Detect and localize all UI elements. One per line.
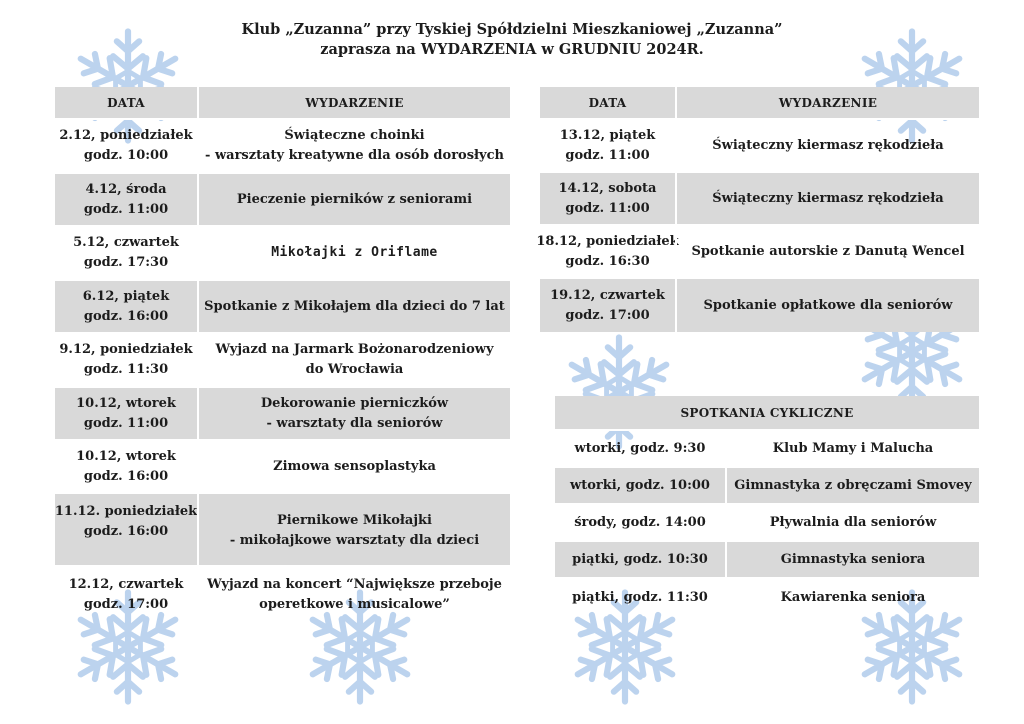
event-name: Dekorowanie pierniczków - warsztaty dla seniorów [197, 388, 510, 439]
event-date: 10.12, wtorek godz. 16:00 [76, 448, 176, 484]
table-header-row [555, 396, 979, 431]
table-row [540, 173, 979, 226]
header-event: WYDARZENIE [197, 87, 510, 118]
title-line-1: Klub „Zuzanna” przy Tyskiej Spółdzielni Mieszkaniowej „Zuzanna” [241, 21, 783, 38]
cyclic-what: Gimnastyka z obręczami Smovey [725, 468, 979, 503]
table-row [55, 174, 510, 227]
table-row [55, 388, 510, 441]
table-row [55, 494, 510, 567]
cyclic-meetings-table [555, 396, 979, 616]
event-name: Wyjazd na Jarmark Bożonarodzeniowy do Wrocławia [197, 334, 510, 386]
cyclic-what: Gimnastyka seniora [725, 542, 979, 577]
event-date: 18.12, poniedziałek godz. 16:30 [536, 233, 679, 269]
event-date: 19.12, czwartek godz. 17:00 [540, 279, 675, 332]
header-date: DATA [540, 87, 675, 118]
event-date: 6.12, piątek godz. 16:00 [55, 281, 197, 332]
event-date: 10.12, wtorek godz. 11:00 [55, 388, 197, 439]
event-date: 13.12, piątek godz. 11:00 [559, 127, 656, 163]
event-date: 2.12, poniedziałek godz. 10:00 [59, 128, 193, 163]
event-name: Spotkanie opłatkowe dla seniorów [675, 279, 979, 332]
event-name: Świąteczne choinki - warsztaty kreatywne dla osób dorosłych [197, 120, 510, 172]
cyclic-when: środy, godz. 14:00 [574, 514, 706, 530]
event-name: Spotkanie z Mikołajem dla dzieci do 7 lat [197, 281, 510, 332]
event-date: 5.12, czwartek godz. 17:30 [73, 235, 179, 270]
event-name: Mikołajki z Oriflame [197, 227, 510, 279]
event-name: Świąteczny kiermasz rękodzieła [675, 173, 979, 224]
table-row [555, 579, 979, 616]
title-line-2: zaprasza na WYDARZENIA w GRUDNIU 2024R. [320, 41, 704, 58]
event-name: Pieczenie pierników z seniorami [197, 174, 510, 225]
events-table-left [55, 87, 510, 623]
events-table-right [536, 87, 979, 332]
event-date: 4.12, środa godz. 11:00 [55, 174, 197, 225]
header-date: DATA [55, 87, 197, 118]
event-date: 14.12, sobota godz. 11:00 [540, 173, 675, 224]
table-row [540, 120, 979, 173]
cyclic-when: wtorki, godz. 9:30 [574, 440, 706, 456]
table-row [55, 281, 510, 334]
table-header-row [55, 87, 510, 120]
event-name: Piernikowe Mikołajki - mikołajkowe warsztaty dla dzieci [197, 494, 510, 565]
table-row [55, 227, 510, 281]
table-row [55, 120, 510, 174]
table-row [55, 334, 510, 388]
event-name: Spotkanie autorskie z Danutą Wencel [675, 226, 979, 277]
cyclic-when: piątki, godz. 11:30 [572, 589, 708, 605]
table-row [555, 468, 979, 505]
event-date: 12.12, czwartek godz. 17:00 [68, 577, 184, 612]
header-event: WYDARZENIE [675, 87, 979, 118]
event-name: Zimowa sensoplastyka [197, 441, 510, 492]
cyclic-when: piątki, godz. 10:30 [555, 542, 725, 577]
table-row [555, 431, 979, 468]
event-date: 9.12, poniedziałek godz. 11:30 [59, 342, 193, 377]
cyclic-when: wtorki, godz. 10:00 [555, 468, 725, 503]
table-header-row [540, 87, 979, 120]
table-row [55, 441, 510, 494]
cyclic-what: Klub Mamy i Malucha [725, 431, 979, 466]
event-name: Świąteczny kiermasz rękodzieła [675, 120, 979, 171]
page-title [0, 20, 1024, 60]
cyclic-what: Kawiarenka seniora [725, 579, 979, 616]
event-date: 11.12. poniedziałek godz. 16:00 [55, 494, 197, 565]
event-name: Wyjazd na koncert “Największe przeboje operetkowe i musicalowe” [197, 567, 510, 623]
table-row [55, 567, 510, 623]
table-row [540, 279, 979, 332]
table-row [536, 226, 979, 279]
cyclic-header: SPOTKANIA CYKLICZNE [555, 396, 979, 429]
table-row [555, 505, 979, 542]
table-row [555, 542, 979, 579]
cyclic-what: Pływalnia dla seniorów [725, 505, 979, 540]
